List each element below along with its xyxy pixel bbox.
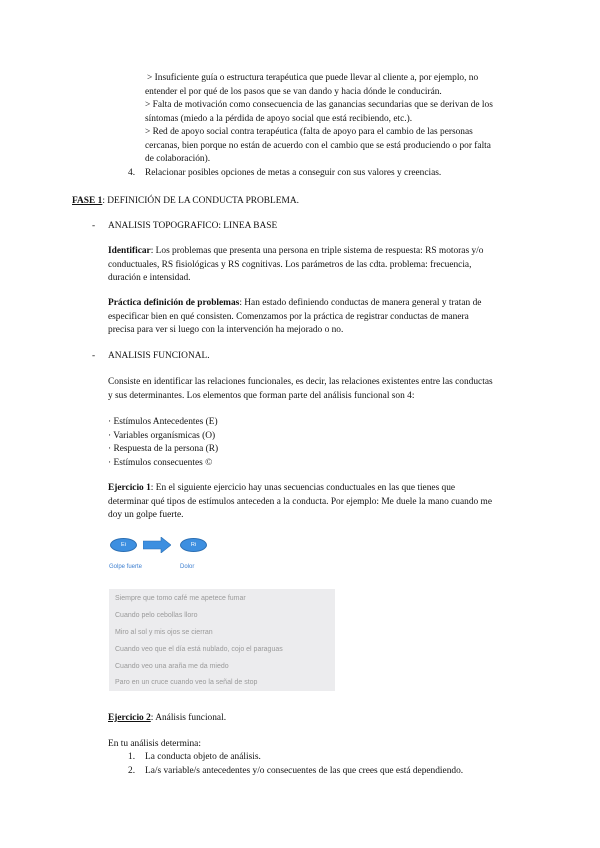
- section-title-topografico: ANALISIS TOPOGRAFICO: LINEA BASE: [108, 221, 278, 231]
- identificar-line-1: Identificar: Los problemas que presenta una persona en triple sistema de respuesta: RS motoras y/o: [108, 246, 484, 256]
- diagram-node-r: Ri: [180, 538, 207, 552]
- ejercicio1-line-2: determinar qué tipos de estímulos anteceden a la conducta. Por ejemplo: Me duele la mano cuando me: [108, 496, 492, 507]
- list-item-text: La/s variable/s antecedentes y/o consecuentes de las que crees que está dependiendo.: [145, 766, 464, 776]
- intro-line-1: > Insuficiente guía o estructura terapéutica que puede llevar al cliente a, por ejemplo, no: [147, 73, 479, 83]
- identificar-paragraph: [108, 245, 528, 286]
- ejercicio2-heading: Ejercicio 2: Análisis funcional.: [108, 713, 227, 723]
- intro-line-3: > Falta de motivación como consecuencia de las ganancias secundarias que se derivan de los: [145, 100, 493, 110]
- intro-line-7: de colaboración).: [145, 154, 211, 164]
- list-item: · Estímulos Antecedentes (E): [108, 417, 218, 427]
- diagram-node-e: Ei: [110, 538, 137, 552]
- exercise-table: [109, 589, 335, 691]
- table-row: Paro en un cruce cuando veo la señal de stop: [115, 679, 258, 686]
- intro-line-5: > Red de apoyo social contra terapéutica (falta de apoyo para el cambio de las personas: [145, 127, 473, 137]
- list-item-text: La conducta objeto de análisis.: [145, 752, 261, 762]
- ejercicio1-line-1: Ejercicio 1: En el siguiente ejercicio hay unas secuencias conductuales en las que tienes que: [108, 483, 456, 493]
- elements-list: [108, 416, 218, 470]
- practica-line-3: precisa para ver si luego con la intervención ha mejorado o no.: [108, 325, 344, 336]
- fase-heading: [72, 195, 299, 209]
- table-row: Siempre que tomo café me apetece fumar: [115, 595, 246, 602]
- consiste-line-2: y sus determinantes. Los elementos que forman parte del análisis funcional son 4:: [108, 390, 415, 401]
- practica-line-1: Práctica definición de problemas: Han estado definiendo conductas de manera general y tratan de: [108, 298, 482, 308]
- list-item-number: 1.: [128, 752, 136, 762]
- list-item-number: 2.: [128, 766, 136, 776]
- practica-paragraph: [108, 297, 528, 338]
- ejercicio2-label: Ejercicio 2: [108, 713, 151, 723]
- fase-title: : DEFINICIÓN DE LA CONDUCTA PROBLEMA.: [102, 196, 299, 206]
- ejercicio1-line-3: doy un golpe fuerte.: [108, 510, 184, 521]
- arrow-right-icon: [143, 537, 171, 553]
- table-row: Cuando pelo cebollas lloro: [115, 612, 198, 619]
- ejercicio1-paragraph: [108, 482, 533, 523]
- practica-line-2: especificar bien en qué consisten. Comenzamos por la práctica de registrar conductas de manera: [108, 311, 469, 322]
- list-item-text: Relacionar posibles opciones de metas a conseguir con sus valores y creencias.: [145, 168, 442, 178]
- diagram-caption-e: Golpe fuerte: [109, 564, 143, 570]
- intro-line-4: síntomas (miedo a la pérdida de apoyo social que está recibiendo, etc.).: [145, 114, 413, 124]
- identificar-line-2: conductuales, RS fisiológicas y RS cognitivas. Los parámetros de las cdta. problema: frecuencia,: [108, 259, 472, 270]
- intro-line-2: entender el por qué de los pasos que se van dando y hacia dónde le conducirán.: [145, 87, 442, 97]
- list-item: · Estímulos consecuentes ©: [108, 457, 213, 468]
- table-row: Miro al sol y mis ojos se cierran: [115, 629, 213, 636]
- section-bullet: -: [92, 351, 96, 361]
- table-row: Cuando veo que el día está nublado, cojo el paraguas: [115, 646, 283, 653]
- table-row: Cuando veo una araña me da miedo: [115, 663, 229, 670]
- list-item-number: 4.: [128, 168, 136, 178]
- section-title-funcional: ANALISIS FUNCIONAL.: [108, 351, 210, 361]
- fase-label: FASE 1: [72, 196, 103, 206]
- intro-line-6: cercanas, bien porque no están de acuerdo con el cambio que se está produciendo o por falta: [145, 141, 491, 151]
- consiste-paragraph: [108, 376, 533, 403]
- practica-label: Práctica definición de problemas: [108, 298, 240, 308]
- ejercicio1-label: Ejercicio 1: [108, 483, 151, 493]
- section-bullet: -: [92, 221, 96, 231]
- identificar-label: Identificar: [108, 246, 151, 256]
- list-item: · Respuesta de la persona (R): [108, 444, 219, 455]
- determina-intro: En tu análisis determina:: [108, 739, 201, 749]
- diagram-caption-r: Dolor: [180, 564, 195, 570]
- identificar-line-3: duración e intensidad.: [108, 273, 191, 284]
- consiste-line-1: Consiste en identificar las relaciones funcionales, es decir, las relaciones existentes entre las conductas: [108, 377, 493, 387]
- list-item: · Variables organísmicas (O): [108, 430, 216, 441]
